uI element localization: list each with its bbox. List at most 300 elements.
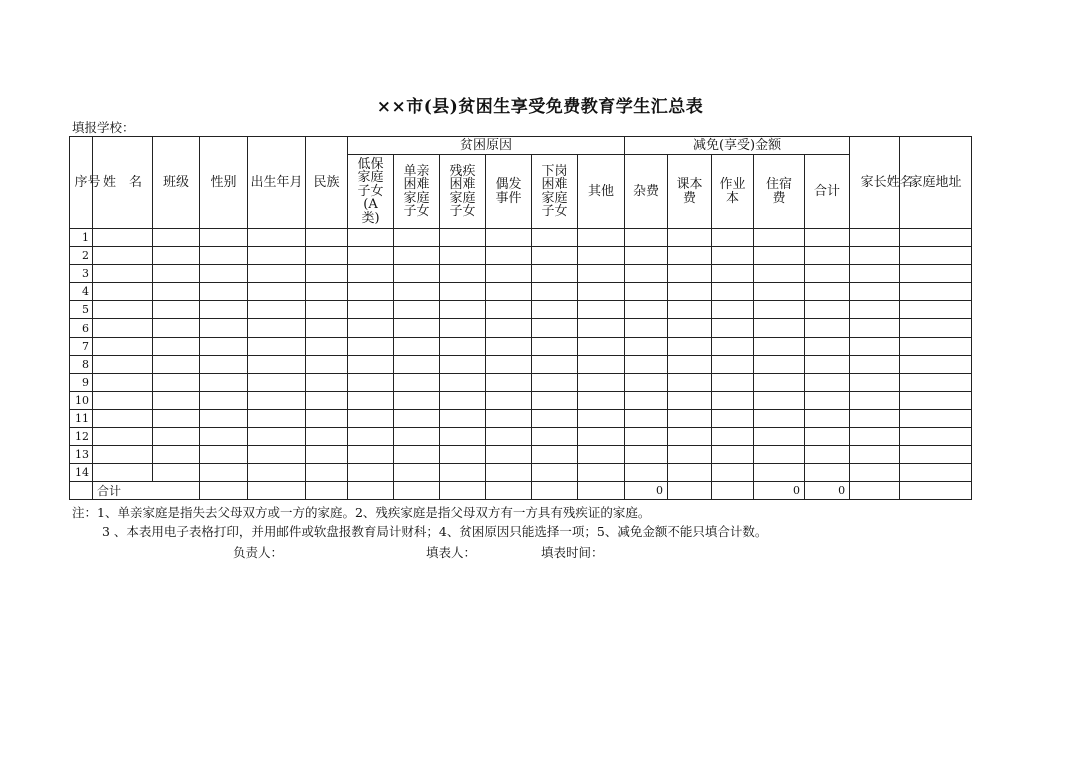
table-cell xyxy=(668,446,712,464)
table-cell xyxy=(850,319,900,337)
table-cell xyxy=(578,229,625,247)
table-cell xyxy=(153,409,200,427)
table-cell xyxy=(440,409,486,427)
table-cell xyxy=(200,229,248,247)
table-cell xyxy=(486,428,532,446)
table-cell xyxy=(668,283,712,301)
row-index: 4 xyxy=(70,283,93,301)
filler-label: 填表人： xyxy=(426,545,477,560)
table-cell xyxy=(348,337,394,355)
table-cell xyxy=(900,446,972,464)
table-cell xyxy=(248,319,306,337)
table-cell xyxy=(486,319,532,337)
table-cell xyxy=(625,301,668,319)
table-cell xyxy=(486,482,532,500)
table-cell xyxy=(93,301,153,319)
total-row xyxy=(70,482,972,500)
table-cell xyxy=(200,337,248,355)
table-cell xyxy=(486,283,532,301)
table-cell xyxy=(200,265,248,283)
table-cell xyxy=(668,428,712,446)
table-cell xyxy=(200,428,248,446)
table-cell xyxy=(486,373,532,391)
table-cell xyxy=(668,319,712,337)
table-cell xyxy=(200,283,248,301)
table-cell xyxy=(712,283,754,301)
table-cell xyxy=(153,355,200,373)
table-cell xyxy=(900,283,972,301)
row-index: 3 xyxy=(70,265,93,283)
table-cell xyxy=(578,373,625,391)
table-row xyxy=(70,355,972,373)
row-index: 9 xyxy=(70,373,93,391)
table-cell xyxy=(306,373,348,391)
table-cell xyxy=(394,446,440,464)
table-cell xyxy=(440,428,486,446)
table-cell xyxy=(93,464,153,482)
table-cell xyxy=(486,409,532,427)
table-cell xyxy=(754,391,805,409)
table-cell xyxy=(532,283,578,301)
table-cell xyxy=(248,482,306,500)
table-row xyxy=(70,373,972,391)
table-cell xyxy=(532,409,578,427)
table-cell xyxy=(900,355,972,373)
table-cell xyxy=(153,229,200,247)
total-misc-fee: 0 xyxy=(625,482,668,500)
table-cell xyxy=(712,229,754,247)
table-row xyxy=(70,319,972,337)
table-cell xyxy=(900,319,972,337)
table-cell xyxy=(712,355,754,373)
table-cell xyxy=(712,337,754,355)
table-cell xyxy=(153,337,200,355)
table-cell xyxy=(805,355,850,373)
table-cell xyxy=(306,391,348,409)
table-cell xyxy=(440,319,486,337)
table-cell xyxy=(754,265,805,283)
header-seq: 序号 xyxy=(70,137,93,229)
row-index: 11 xyxy=(70,409,93,427)
header-reason-disability: 残疾困难家庭子女 xyxy=(440,155,486,229)
table-cell xyxy=(394,355,440,373)
table-cell xyxy=(93,319,153,337)
table-cell xyxy=(900,391,972,409)
table-cell xyxy=(440,247,486,265)
table-cell xyxy=(440,482,486,500)
table-cell xyxy=(532,229,578,247)
table-cell xyxy=(900,337,972,355)
table-cell xyxy=(532,428,578,446)
header-address: 家庭地址 xyxy=(900,137,972,229)
table-cell xyxy=(532,482,578,500)
table-cell xyxy=(306,283,348,301)
table-cell xyxy=(93,373,153,391)
table-cell xyxy=(93,337,153,355)
header-accommodation-fee: 住宿费 xyxy=(754,155,805,229)
table-cell xyxy=(348,409,394,427)
table-cell xyxy=(754,229,805,247)
table-cell xyxy=(153,428,200,446)
header-parent-name: 家长姓名 xyxy=(850,137,900,229)
table-cell xyxy=(625,319,668,337)
table-cell xyxy=(712,265,754,283)
table-cell xyxy=(394,265,440,283)
table-cell xyxy=(625,409,668,427)
header-name: 姓 名 xyxy=(93,137,153,229)
table-cell xyxy=(200,446,248,464)
table-cell xyxy=(440,464,486,482)
table-cell xyxy=(668,229,712,247)
table-cell xyxy=(153,319,200,337)
table-cell xyxy=(805,337,850,355)
fill-time-label: 填表时间： xyxy=(541,545,604,560)
table-cell xyxy=(532,373,578,391)
table-cell xyxy=(900,409,972,427)
table-cell xyxy=(200,409,248,427)
table-cell xyxy=(306,446,348,464)
table-cell xyxy=(486,337,532,355)
table-cell xyxy=(532,247,578,265)
table-cell xyxy=(200,373,248,391)
table-cell xyxy=(532,464,578,482)
table-cell xyxy=(248,337,306,355)
table-cell xyxy=(440,337,486,355)
table-cell xyxy=(440,355,486,373)
table-cell xyxy=(900,373,972,391)
table-cell xyxy=(532,337,578,355)
table-cell xyxy=(625,464,668,482)
table-cell xyxy=(578,355,625,373)
table-cell xyxy=(850,265,900,283)
table-cell xyxy=(668,373,712,391)
table-cell xyxy=(306,247,348,265)
row-index: 14 xyxy=(70,464,93,482)
table-cell xyxy=(532,355,578,373)
table-cell xyxy=(440,373,486,391)
table-cell xyxy=(850,247,900,265)
table-cell xyxy=(578,283,625,301)
header-gender: 性别 xyxy=(200,137,248,229)
table-row xyxy=(70,409,972,427)
table-cell xyxy=(248,464,306,482)
table-cell xyxy=(93,229,153,247)
table-cell xyxy=(850,355,900,373)
table-row xyxy=(70,229,972,247)
table-cell xyxy=(306,229,348,247)
table-cell xyxy=(306,482,348,500)
table-cell xyxy=(153,265,200,283)
header-textbook-fee: 课本费 xyxy=(668,155,712,229)
table-cell xyxy=(805,283,850,301)
table-cell xyxy=(754,373,805,391)
table-cell xyxy=(348,464,394,482)
table-row xyxy=(70,283,972,301)
table-cell xyxy=(348,283,394,301)
table-cell xyxy=(394,319,440,337)
table-cell xyxy=(532,265,578,283)
header-workbook: 作业本 xyxy=(712,155,754,229)
table-row xyxy=(70,391,972,409)
table-cell xyxy=(248,409,306,427)
table-cell xyxy=(712,409,754,427)
table-cell xyxy=(486,265,532,283)
table-cell xyxy=(153,301,200,319)
row-index: 7 xyxy=(70,337,93,355)
table-cell xyxy=(850,283,900,301)
table-cell xyxy=(440,265,486,283)
table-cell xyxy=(394,391,440,409)
table-cell xyxy=(486,247,532,265)
table-cell xyxy=(754,446,805,464)
table-cell xyxy=(850,229,900,247)
table-cell xyxy=(668,409,712,427)
table-cell xyxy=(394,229,440,247)
table-cell xyxy=(200,482,248,500)
table-cell xyxy=(850,446,900,464)
table-cell xyxy=(248,247,306,265)
table-cell xyxy=(93,247,153,265)
table-cell xyxy=(394,301,440,319)
table-cell xyxy=(712,428,754,446)
table-cell xyxy=(153,446,200,464)
table-cell xyxy=(348,446,394,464)
header-ethnicity: 民族 xyxy=(306,137,348,229)
table-cell xyxy=(850,464,900,482)
table-cell xyxy=(578,301,625,319)
table-row xyxy=(70,247,972,265)
table-cell xyxy=(248,265,306,283)
table-cell xyxy=(625,355,668,373)
table-cell xyxy=(248,391,306,409)
table-cell xyxy=(200,301,248,319)
table-cell xyxy=(754,428,805,446)
table-cell xyxy=(754,301,805,319)
row-index: 10 xyxy=(70,391,93,409)
table-row xyxy=(70,446,972,464)
table-cell xyxy=(306,319,348,337)
table-cell xyxy=(486,464,532,482)
table-cell xyxy=(306,464,348,482)
table-cell xyxy=(578,391,625,409)
total-label: 合计 xyxy=(93,482,200,500)
table-row xyxy=(70,301,972,319)
table-cell xyxy=(712,391,754,409)
table-cell xyxy=(578,482,625,500)
table-cell xyxy=(200,319,248,337)
table-cell xyxy=(754,355,805,373)
table-cell xyxy=(440,229,486,247)
table-cell xyxy=(306,428,348,446)
table-cell xyxy=(712,373,754,391)
header-reason-other: 其他 xyxy=(578,155,625,229)
header-exemption-group: 减免(享受)金额 xyxy=(625,137,850,155)
table-cell xyxy=(348,247,394,265)
table-cell xyxy=(668,337,712,355)
table-cell xyxy=(668,247,712,265)
table-cell xyxy=(805,229,850,247)
table-cell xyxy=(712,319,754,337)
header-poverty-group: 贫困原因 xyxy=(348,137,625,155)
row-index: 12 xyxy=(70,428,93,446)
table-cell xyxy=(306,409,348,427)
table-cell xyxy=(668,391,712,409)
table-cell xyxy=(248,229,306,247)
table-cell xyxy=(532,319,578,337)
table-cell xyxy=(394,373,440,391)
table-cell xyxy=(625,446,668,464)
table-cell xyxy=(532,301,578,319)
table-cell xyxy=(153,391,200,409)
table-cell xyxy=(625,247,668,265)
table-cell xyxy=(754,283,805,301)
table-cell xyxy=(348,373,394,391)
table-cell xyxy=(394,283,440,301)
table-cell xyxy=(900,464,972,482)
table-cell xyxy=(805,247,850,265)
table-cell xyxy=(900,265,972,283)
table-cell xyxy=(394,464,440,482)
total-sum: 0 xyxy=(805,482,850,500)
table-cell xyxy=(486,355,532,373)
row-index: 6 xyxy=(70,319,93,337)
table-cell xyxy=(754,464,805,482)
header-reason-single-parent: 单亲困难家庭子女 xyxy=(394,155,440,229)
table-cell xyxy=(805,301,850,319)
table-cell xyxy=(805,391,850,409)
table-cell xyxy=(625,229,668,247)
table-cell xyxy=(486,391,532,409)
table-cell xyxy=(668,464,712,482)
note-line-2: 3 、本表用电子表格打印，并用邮件或软盘报教育局计财科；4、贫困原因只能选择一项；5、减免金额不能只填合计数。 xyxy=(102,524,768,539)
table-cell xyxy=(153,283,200,301)
table-cell xyxy=(850,391,900,409)
table-cell xyxy=(200,464,248,482)
table-cell xyxy=(248,446,306,464)
table-cell xyxy=(850,373,900,391)
table-cell xyxy=(578,337,625,355)
header-exemption-sum: 合计 xyxy=(805,155,850,229)
table-cell xyxy=(440,391,486,409)
table-cell xyxy=(900,229,972,247)
table-cell xyxy=(486,301,532,319)
table-cell xyxy=(850,482,900,500)
table-cell xyxy=(625,428,668,446)
table-cell xyxy=(394,337,440,355)
table-cell xyxy=(153,247,200,265)
table-cell xyxy=(93,446,153,464)
table-cell xyxy=(578,319,625,337)
table-cell xyxy=(348,319,394,337)
table-cell xyxy=(93,265,153,283)
table-cell xyxy=(200,247,248,265)
table-cell xyxy=(440,301,486,319)
header-birth: 出生年月 xyxy=(248,137,306,229)
table-cell xyxy=(248,373,306,391)
table-cell xyxy=(900,301,972,319)
table-cell xyxy=(578,446,625,464)
row-index: 5 xyxy=(70,301,93,319)
row-index: 8 xyxy=(70,355,93,373)
table-cell xyxy=(394,247,440,265)
table-cell xyxy=(712,301,754,319)
table-cell xyxy=(306,337,348,355)
table-cell xyxy=(625,373,668,391)
table-cell xyxy=(668,265,712,283)
table-cell xyxy=(348,229,394,247)
table-cell xyxy=(306,301,348,319)
table-cell xyxy=(93,391,153,409)
table-cell xyxy=(153,464,200,482)
table-cell xyxy=(440,283,486,301)
table-cell xyxy=(394,428,440,446)
table-cell xyxy=(625,337,668,355)
row-index: 1 xyxy=(70,229,93,247)
table-cell xyxy=(712,482,754,500)
table-cell xyxy=(532,446,578,464)
table-cell xyxy=(712,446,754,464)
table-cell xyxy=(200,355,248,373)
table-cell xyxy=(850,428,900,446)
table-cell xyxy=(248,301,306,319)
table-cell xyxy=(850,337,900,355)
table-cell xyxy=(348,482,394,500)
table-cell xyxy=(200,391,248,409)
responsible-label: 负责人： xyxy=(233,545,284,560)
table-cell xyxy=(306,265,348,283)
table-cell xyxy=(754,409,805,427)
table-cell xyxy=(805,373,850,391)
table-cell xyxy=(486,446,532,464)
table-cell xyxy=(625,283,668,301)
table-cell xyxy=(440,446,486,464)
table-cell xyxy=(93,283,153,301)
header-reason-accident: 偶发事件 xyxy=(486,155,532,229)
table-cell xyxy=(900,428,972,446)
table-cell xyxy=(578,247,625,265)
table-cell xyxy=(348,265,394,283)
table-cell xyxy=(805,265,850,283)
table-cell xyxy=(578,464,625,482)
school-label: 填报学校： xyxy=(72,120,135,135)
table-cell xyxy=(93,355,153,373)
table-cell xyxy=(805,428,850,446)
table-cell xyxy=(805,446,850,464)
table-row xyxy=(70,428,972,446)
table-cell xyxy=(578,428,625,446)
table-cell xyxy=(93,409,153,427)
table-row xyxy=(70,337,972,355)
header-reason-laid-off: 下岗困难家庭子女 xyxy=(532,155,578,229)
table-cell xyxy=(248,283,306,301)
page-title: ××市(县)贫困生享受免费教育学生汇总表 xyxy=(376,97,704,117)
table-cell xyxy=(532,391,578,409)
table-cell xyxy=(625,265,668,283)
table-cell xyxy=(348,391,394,409)
table-cell xyxy=(93,428,153,446)
notes xyxy=(72,503,767,541)
table-cell xyxy=(306,355,348,373)
row-index: 2 xyxy=(70,247,93,265)
header-group-row xyxy=(70,137,972,155)
table-cell xyxy=(153,373,200,391)
table-cell xyxy=(668,482,712,500)
table-cell xyxy=(248,355,306,373)
header-misc-fee: 杂费 xyxy=(625,155,668,229)
header-class: 班级 xyxy=(153,137,200,229)
table-cell xyxy=(248,428,306,446)
note-line-1: 注：1、单亲家庭是指失去父母双方或一方的家庭。2、残疾家庭是指父母双方有一方具有残疾证的家庭。 xyxy=(72,505,651,520)
